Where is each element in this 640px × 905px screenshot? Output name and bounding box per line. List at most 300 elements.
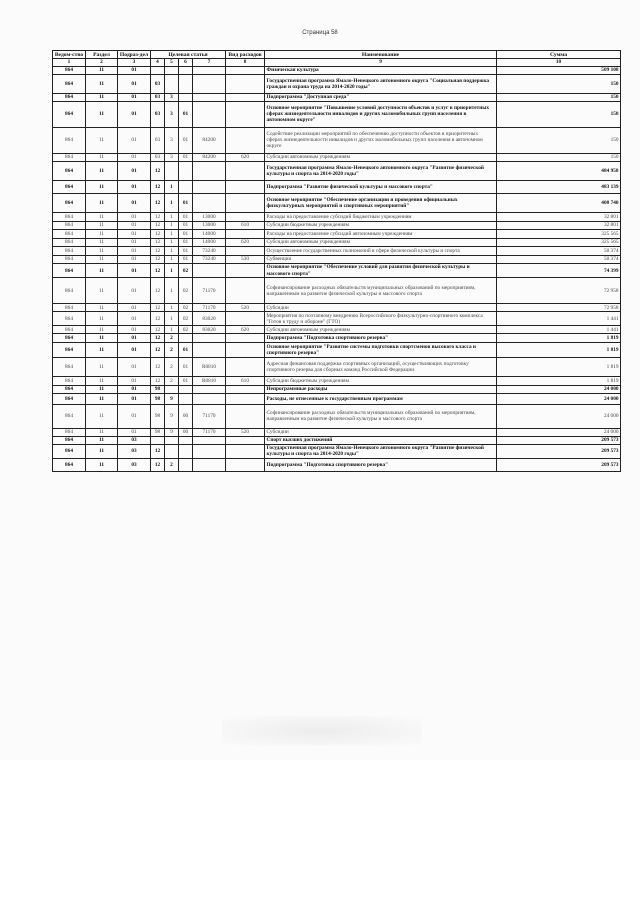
cell-sum: 209 573	[497, 444, 621, 458]
cell-sum: 50 374	[497, 246, 621, 255]
cell-sum: 408 740	[497, 193, 621, 212]
col-number: 3	[118, 59, 151, 66]
cell-cel-4: 83020	[193, 312, 226, 326]
cell-cel-2: 1	[165, 212, 179, 221]
cell-cel-4: 14000	[193, 229, 226, 238]
cell-cel-2	[165, 385, 179, 393]
cell-sum: 50 374	[497, 255, 621, 263]
cell-razdel: 11	[86, 312, 118, 326]
col-number: 7	[193, 59, 226, 66]
cell-name: Расходы на предоставление субсидий бюджетным учреждениям	[265, 212, 497, 221]
cell-vid	[226, 212, 265, 221]
cell-razdel: 11	[86, 385, 118, 393]
cell-podrazdel: 01	[118, 153, 151, 161]
cell-vid	[226, 263, 265, 277]
table-row	[53, 393, 621, 404]
cell-podrazdel: 01	[118, 263, 151, 277]
cell-name: Основное мероприятие "Развитие системы подготовки спортсменов высокого класса и спортивного резерва"	[265, 343, 497, 358]
cell-cel-1: 12	[151, 263, 165, 277]
header-vid-rashodov: Вид расходов	[226, 51, 265, 59]
cell-name: Государственная программа Ямало-Ненецкого автономного округа "Развитие физической культуры и спорта на 2014-2020 годы"	[265, 161, 497, 180]
cell-podrazdel: 01	[118, 180, 151, 193]
cell-cel-4: 13000	[193, 212, 226, 221]
cell-vid	[226, 458, 265, 471]
cell-name: Субвенции	[265, 255, 497, 263]
cell-vid	[226, 74, 265, 93]
cell-sum: 150	[497, 127, 621, 153]
table-row	[53, 101, 621, 127]
cell-ved: 864	[53, 212, 86, 221]
table-row	[53, 428, 621, 436]
cell-name: Основное мероприятие "Повышение условий доступности объектов и услуг в приоритетных сферах жизнедеятельности инвалидов и других маломобильных групп населения в автономном округе"	[265, 101, 497, 127]
cell-cel-4: 84200	[193, 127, 226, 153]
table-row	[53, 377, 621, 385]
cell-sum: 1 819	[497, 334, 621, 343]
cell-ved: 864	[53, 304, 86, 312]
cell-cel-2: 1	[165, 304, 179, 312]
cell-sum: 1 441	[497, 312, 621, 326]
table-row	[53, 74, 621, 93]
cell-name: Спорт высших достижений	[265, 436, 497, 444]
cell-ved: 864	[53, 428, 86, 436]
cell-cel-3	[179, 444, 193, 458]
cell-ved: 864	[53, 404, 86, 428]
header-celevaya-statya: Целевая статья	[151, 51, 226, 59]
cell-name: Основное мероприятие "Обеспечение организации и проведения официальных физкультурных мероприятий и спортивных мероприятий"	[265, 193, 497, 212]
cell-cel-2: 1	[165, 180, 179, 193]
cell-cel-4	[193, 180, 226, 193]
cell-cel-2	[165, 436, 179, 444]
cell-sum: 209 573	[497, 436, 621, 444]
cell-sum: 325 565	[497, 238, 621, 246]
cell-cel-2: 9	[165, 404, 179, 428]
cell-cel-4	[193, 393, 226, 404]
cell-podrazdel: 01	[118, 101, 151, 127]
budget-table	[52, 50, 621, 472]
table-row	[53, 458, 621, 471]
cell-cel-2: 1	[165, 263, 179, 277]
table-row	[53, 358, 621, 377]
cell-cel-1: 98	[151, 428, 165, 436]
cell-cel-1: 12	[151, 326, 165, 334]
cell-vid	[226, 229, 265, 238]
cell-podrazdel: 01	[118, 278, 151, 304]
cell-cel-4: 84200	[193, 153, 226, 161]
cell-cel-1: 12	[151, 229, 165, 238]
cell-sum: 325 565	[497, 229, 621, 238]
cell-vid	[226, 246, 265, 255]
table-row	[53, 93, 621, 101]
cell-cel-1: 98	[151, 393, 165, 404]
cell-podrazdel: 01	[118, 193, 151, 212]
cell-razdel: 11	[86, 127, 118, 153]
cell-cel-1: 12	[151, 212, 165, 221]
cell-sum: 24 000	[497, 428, 621, 436]
cell-podrazdel: 01	[118, 127, 151, 153]
cell-name: Субсидии бюджетным учреждениям	[265, 221, 497, 229]
cell-razdel: 11	[86, 246, 118, 255]
cell-podrazdel: 01	[118, 74, 151, 93]
cell-ved: 864	[53, 358, 86, 377]
cell-razdel: 11	[86, 101, 118, 127]
cell-sum: 24 000	[497, 404, 621, 428]
cell-name: Государственная программа Ямало-Ненецкого автономного округа "Развитие физической культуры и спорта на 2014-2020 годы"	[265, 444, 497, 458]
cell-sum: 1 819	[497, 343, 621, 358]
cell-ved: 864	[53, 255, 86, 263]
cell-cel-2: 1	[165, 238, 179, 246]
cell-razdel: 11	[86, 436, 118, 444]
cell-podrazdel: 01	[118, 221, 151, 229]
cell-cel-4	[193, 263, 226, 277]
table-row	[53, 161, 621, 180]
cell-vid	[226, 444, 265, 458]
cell-name: Содействие реализации мероприятий по обеспечению доступности объектов в приоритетных сферах жизнедеятельности инвалидов и других маломобильных групп населения в автономном округе	[265, 127, 497, 153]
cell-cel-3: 01	[179, 212, 193, 221]
cell-razdel: 11	[86, 326, 118, 334]
table-row	[53, 255, 621, 263]
cell-name: Субсидии бюджетным учреждениям	[265, 377, 497, 385]
cell-vid: 610	[226, 221, 265, 229]
cell-podrazdel: 01	[118, 93, 151, 101]
cell-cel-3: 01	[179, 229, 193, 238]
cell-ved: 864	[53, 74, 86, 93]
cell-name: Подпрограмма "Доступная среда"	[265, 93, 497, 101]
cell-cel-2: 1	[165, 221, 179, 229]
cell-cel-1: 98	[151, 404, 165, 428]
column-number-row	[53, 59, 621, 66]
cell-cel-2	[165, 66, 179, 74]
cell-sum: 150	[497, 153, 621, 161]
cell-cel-2	[165, 161, 179, 180]
cell-podrazdel: 01	[118, 246, 151, 255]
cell-cel-3	[179, 393, 193, 404]
cell-cel-2: 2	[165, 358, 179, 377]
cell-name: Основное мероприятие "Обеспечение условий для развития физической культуры и массового спорта"	[265, 263, 497, 277]
cell-podrazdel: 01	[118, 358, 151, 377]
cell-cel-2: 2	[165, 334, 179, 343]
cell-sum: 1 819	[497, 377, 621, 385]
table-row	[53, 221, 621, 229]
cell-podrazdel: 01	[118, 393, 151, 404]
cell-name: Осуществление государственных полномочий в сфере физической культуры и спорта	[265, 246, 497, 255]
cell-vid	[226, 393, 265, 404]
cell-vid	[226, 334, 265, 343]
col-number: 2	[86, 59, 118, 66]
cell-razdel: 11	[86, 229, 118, 238]
cell-vid: 520	[226, 428, 265, 436]
cell-sum: 150	[497, 74, 621, 93]
cell-ved: 864	[53, 343, 86, 358]
cell-cel-4	[193, 334, 226, 343]
cell-cel-3	[179, 66, 193, 74]
cell-cel-3: 01	[179, 238, 193, 246]
cell-cel-1	[151, 436, 165, 444]
cell-vid	[226, 312, 265, 326]
cell-cel-1: 03	[151, 127, 165, 153]
cell-cel-3: 02	[179, 326, 193, 334]
cell-podrazdel: 01	[118, 161, 151, 180]
page-label: Страница 58	[302, 30, 338, 36]
cell-razdel: 11	[86, 428, 118, 436]
cell-cel-2: 1	[165, 255, 179, 263]
cell-ved: 864	[53, 161, 86, 180]
cell-cel-1: 12	[151, 278, 165, 304]
cell-name: Подпрограмма "Развитие физической культуры и массового спорта"	[265, 180, 497, 193]
cell-cel-2: 3	[165, 101, 179, 127]
cell-cel-4: 71170	[193, 428, 226, 436]
cell-podrazdel: 01	[118, 312, 151, 326]
table-row	[53, 436, 621, 444]
header-row	[53, 51, 621, 59]
table-row	[53, 304, 621, 312]
cell-cel-1: 12	[151, 444, 165, 458]
cell-ved: 864	[53, 326, 86, 334]
cell-sum: 74 399	[497, 263, 621, 277]
cell-ved: 864	[53, 436, 86, 444]
table-row	[53, 444, 621, 458]
cell-vid	[226, 358, 265, 377]
cell-name: Субсидии автономным учреждениям	[265, 238, 497, 246]
cell-ved: 864	[53, 221, 86, 229]
cell-razdel: 11	[86, 444, 118, 458]
cell-podrazdel: 01	[118, 377, 151, 385]
cell-cel-1: 12	[151, 255, 165, 263]
cell-razdel: 11	[86, 66, 118, 74]
cell-name: Софинансирование расходных обязательств муниципальных образований по мероприятиям, направленным на развитие физической культуры и массового спорта	[265, 278, 497, 304]
cell-podrazdel: 01	[118, 304, 151, 312]
cell-cel-3	[179, 458, 193, 471]
cell-name: Субсидии автономным учреждениям	[265, 153, 497, 161]
cell-ved: 864	[53, 246, 86, 255]
table-row	[53, 404, 621, 428]
cell-razdel: 11	[86, 221, 118, 229]
col-number: 5	[165, 59, 179, 66]
cell-ved: 864	[53, 180, 86, 193]
header-podrazdel: Подраз-дел	[118, 51, 151, 59]
cell-cel-4: 71170	[193, 304, 226, 312]
cell-cel-3: 01	[179, 377, 193, 385]
table-row	[53, 246, 621, 255]
cell-cel-2	[165, 444, 179, 458]
header-razdel: Раздел	[86, 51, 118, 59]
cell-sum: 150	[497, 101, 621, 127]
cell-sum: 209 573	[497, 458, 621, 471]
cell-vid	[226, 127, 265, 153]
cell-vid	[226, 436, 265, 444]
cell-razdel: 11	[86, 304, 118, 312]
table-row	[53, 278, 621, 304]
cell-cel-2: 3	[165, 127, 179, 153]
cell-cel-2: 3	[165, 93, 179, 101]
cell-name: Субсидии автономным учреждениям	[265, 326, 497, 334]
cell-cel-4	[193, 161, 226, 180]
cell-cel-4	[193, 444, 226, 458]
cell-podrazdel: 01	[118, 212, 151, 221]
cell-podrazdel: 01	[118, 428, 151, 436]
cell-razdel: 11	[86, 393, 118, 404]
cell-razdel: 11	[86, 255, 118, 263]
cell-ved: 864	[53, 377, 86, 385]
cell-vid: 520	[226, 304, 265, 312]
cell-cel-3: 01	[179, 255, 193, 263]
cell-cel-3: 01	[179, 246, 193, 255]
cell-cel-4: 83020	[193, 326, 226, 334]
cell-cel-1: 12	[151, 358, 165, 377]
cell-sum: 32 801	[497, 221, 621, 229]
cell-ved: 864	[53, 393, 86, 404]
cell-cel-2: 1	[165, 246, 179, 255]
cell-podrazdel: 01	[118, 238, 151, 246]
cell-ved: 864	[53, 238, 86, 246]
col-number: 8	[226, 59, 265, 66]
cell-sum: 150	[497, 93, 621, 101]
cell-cel-4	[193, 66, 226, 74]
cell-name: Государственная программа Ямало-Ненецкого автономного округа "Социальная поддержка граждан и охрана труда на 2014-2020 годы"	[265, 74, 497, 93]
table-row	[53, 238, 621, 246]
cell-cel-3: 01	[179, 358, 193, 377]
header-summa: Сумма	[497, 51, 621, 59]
cell-podrazdel: 01	[118, 404, 151, 428]
cell-razdel: 11	[86, 74, 118, 93]
table-row	[53, 334, 621, 343]
cell-name: Непрограммные расходы	[265, 385, 497, 393]
cell-cel-3: 02	[179, 312, 193, 326]
cell-vid	[226, 66, 265, 74]
cell-cel-2: 1	[165, 312, 179, 326]
cell-podrazdel: 01	[118, 334, 151, 343]
cell-podrazdel: 03	[118, 458, 151, 471]
cell-podrazdel: 01	[118, 385, 151, 393]
cell-cel-4	[193, 93, 226, 101]
cell-cel-1: 98	[151, 385, 165, 393]
cell-cel-2: 2	[165, 458, 179, 471]
cell-vid	[226, 93, 265, 101]
cell-name: Субсидии	[265, 304, 497, 312]
cell-razdel: 11	[86, 404, 118, 428]
cell-cel-1: 12	[151, 161, 165, 180]
cell-vid: 530	[226, 255, 265, 263]
cell-razdel: 11	[86, 180, 118, 193]
table-row	[53, 212, 621, 221]
table-row	[53, 385, 621, 393]
cell-sum: 1 819	[497, 358, 621, 377]
header-naimenovanie: Наименование	[265, 51, 497, 59]
cell-cel-3: 01	[179, 193, 193, 212]
cell-ved: 864	[53, 263, 86, 277]
cell-cel-2	[165, 74, 179, 93]
cell-cel-1: 12	[151, 343, 165, 358]
cell-cel-4: R0810	[193, 358, 226, 377]
cell-vid	[226, 180, 265, 193]
header-ved: Ведом-ство	[53, 51, 86, 59]
cell-ved: 864	[53, 312, 86, 326]
cell-cel-4	[193, 385, 226, 393]
cell-razdel: 11	[86, 278, 118, 304]
cell-razdel: 11	[86, 334, 118, 343]
cell-podrazdel: 03	[118, 444, 151, 458]
scan-shadow	[222, 716, 422, 746]
cell-cel-3: 02	[179, 263, 193, 277]
cell-cel-2: 9	[165, 428, 179, 436]
cell-cel-3	[179, 74, 193, 93]
cell-vid: 610	[226, 377, 265, 385]
cell-vid	[226, 193, 265, 212]
cell-cel-1: 12	[151, 334, 165, 343]
cell-name: Подпрограмма "Подготовка спортивного резерва"	[265, 458, 497, 471]
cell-sum: 72 958	[497, 278, 621, 304]
cell-vid	[226, 101, 265, 127]
cell-razdel: 11	[86, 153, 118, 161]
cell-cel-1: 12	[151, 312, 165, 326]
cell-sum: 483 139	[497, 180, 621, 193]
cell-razdel: 11	[86, 377, 118, 385]
table-row	[53, 343, 621, 358]
col-number: 10	[497, 59, 621, 66]
cell-ved: 864	[53, 458, 86, 471]
cell-cel-4: 71170	[193, 278, 226, 304]
cell-cel-1: 12	[151, 458, 165, 471]
col-number: 4	[151, 59, 165, 66]
cell-cel-1: 03	[151, 101, 165, 127]
cell-vid: 620	[226, 238, 265, 246]
cell-cel-4	[193, 343, 226, 358]
cell-cel-2: 2	[165, 343, 179, 358]
cell-razdel: 11	[86, 358, 118, 377]
col-number: 1	[53, 59, 86, 66]
cell-cel-4	[193, 193, 226, 212]
table-row	[53, 180, 621, 193]
cell-cel-1: 03	[151, 74, 165, 93]
cell-razdel: 11	[86, 343, 118, 358]
cell-cel-3: 01	[179, 221, 193, 229]
cell-cel-4: 71170	[193, 404, 226, 428]
cell-sum: 484 958	[497, 161, 621, 180]
table-row	[53, 66, 621, 74]
cell-ved: 864	[53, 153, 86, 161]
cell-vid	[226, 161, 265, 180]
cell-cel-1: 12	[151, 180, 165, 193]
cell-sum: 24 000	[497, 393, 621, 404]
cell-ved: 864	[53, 101, 86, 127]
cell-name: Физическая культура	[265, 66, 497, 74]
cell-cel-1: 12	[151, 304, 165, 312]
cell-cel-3: 02	[179, 304, 193, 312]
cell-ved: 864	[53, 93, 86, 101]
cell-podrazdel: 03	[118, 436, 151, 444]
cell-cel-3: 01	[179, 127, 193, 153]
cell-ved: 864	[53, 127, 86, 153]
cell-cel-3	[179, 93, 193, 101]
cell-cel-3: 00	[179, 428, 193, 436]
col-number: 9	[265, 59, 497, 66]
cell-cel-3: 01	[179, 101, 193, 127]
cell-ved: 864	[53, 193, 86, 212]
cell-razdel: 11	[86, 238, 118, 246]
cell-podrazdel: 01	[118, 326, 151, 334]
cell-name: Софинансирование расходных обязательств муниципальных образований по мероприятиям, направленным на развитие физической культуры и массового спорта	[265, 404, 497, 428]
cell-vid: 620	[226, 326, 265, 334]
cell-cel-3: 01	[179, 343, 193, 358]
cell-cel-2: 1	[165, 229, 179, 238]
cell-cel-3	[179, 161, 193, 180]
cell-name: Расходы на предоставление субсидий автономным учреждениям	[265, 229, 497, 238]
cell-cel-4: 73240	[193, 246, 226, 255]
table-row	[53, 153, 621, 161]
cell-cel-1: 12	[151, 246, 165, 255]
cell-cel-2: 3	[165, 153, 179, 161]
cell-cel-2: 9	[165, 393, 179, 404]
cell-cel-2: 1	[165, 326, 179, 334]
